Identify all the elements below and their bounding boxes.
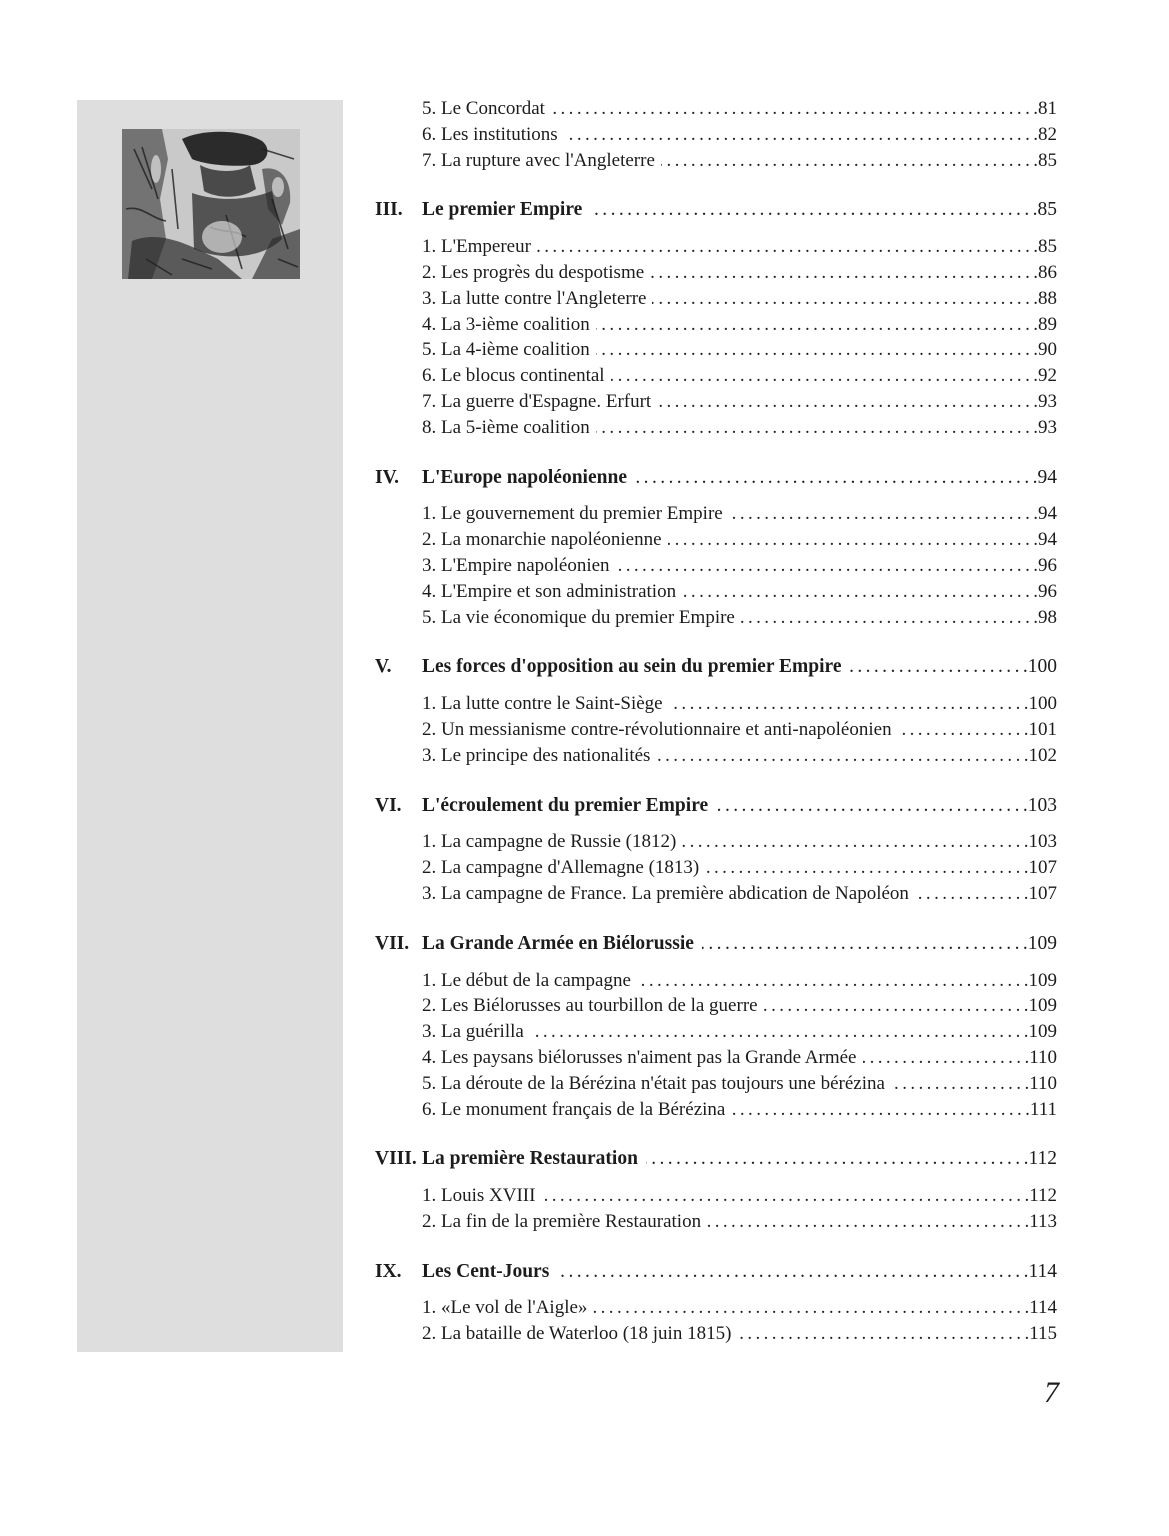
toc-section-heading [375, 1259, 1057, 1285]
dot-leader [741, 605, 1033, 631]
dot-leader [707, 1209, 1024, 1235]
entry-page-number: .92 [1033, 365, 1057, 387]
entry-page-number: .112 [1023, 1148, 1057, 1170]
sidebar-panel [77, 100, 343, 1352]
dot-leader [611, 363, 1034, 389]
entry-title: 7. La rupture avec l'Angleterre [422, 149, 655, 171]
dot-leader [650, 260, 1033, 286]
dot-leader [668, 527, 1034, 553]
toc-entry [375, 1295, 1057, 1321]
dot-leader [764, 993, 1024, 1019]
entry-page-number: .114 [1023, 1260, 1057, 1282]
dot-leader [551, 96, 1033, 122]
entry-title: 2. La fin de la première Restauration [422, 1210, 702, 1232]
dot-leader [596, 312, 1033, 338]
entry-page-number: .100 [1023, 693, 1057, 715]
toc-entry [375, 501, 1057, 527]
toc-entry [375, 260, 1057, 286]
entry-page-number: .102 [1023, 744, 1057, 766]
toc-entry [375, 96, 1057, 122]
entry-page-number: .110 [1024, 1046, 1057, 1068]
toc-entry [375, 148, 1057, 174]
dot-leader [637, 968, 1024, 994]
entry-title: 1. «Le vol de l'Aigle» [422, 1297, 588, 1319]
toc-entry [375, 1321, 1057, 1347]
entry-page-number: .100 [1022, 656, 1057, 678]
entry-title: 1. La lutte contre le Saint-Siège [422, 693, 663, 715]
entry-page-number: .101 [1023, 718, 1057, 740]
entry-page-number: .86 [1033, 261, 1057, 283]
entry-title: 3. La guérilla [422, 1021, 524, 1043]
dot-leader [530, 1019, 1024, 1045]
toc-entry [375, 527, 1057, 553]
entry-title: 3. Le principe des nationalités [422, 744, 651, 766]
entry-title: Les Cent-Jours [422, 1260, 550, 1282]
section-numeral: IX. [375, 1260, 402, 1282]
entry-title: 3. La campagne de France. La première abdication de Napoléon [422, 882, 909, 904]
entry-title: 1. La campagne de Russie (1812) [422, 831, 677, 853]
dot-leader [557, 1259, 1023, 1285]
toc-entry [375, 855, 1057, 881]
entry-title: 5. La vie économique du premier Empire [422, 606, 735, 628]
dot-leader [616, 553, 1034, 579]
dot-leader [863, 1045, 1025, 1071]
entry-page-number: .96 [1033, 554, 1057, 576]
entry-page-number: .93 [1033, 390, 1057, 412]
toc-entry [375, 968, 1057, 994]
dot-leader [657, 389, 1033, 415]
dot-leader [661, 148, 1033, 174]
toc-entry [375, 829, 1057, 855]
entry-title: 2. La campagne d'Allemagne (1813) [422, 857, 700, 879]
toc-entry [375, 415, 1057, 441]
dot-leader [915, 881, 1024, 907]
dot-leader [682, 829, 1023, 855]
entry-title: Le premier Empire [422, 199, 583, 221]
entry-title: 4. L'Empire et son administration [422, 580, 677, 602]
toc-entry [375, 1209, 1057, 1235]
entry-page-number: .109 [1023, 1021, 1057, 1043]
entry-page-number: .114 [1024, 1297, 1057, 1319]
entry-title: 5. La 4-ième coalition [422, 339, 590, 361]
dot-leader [669, 691, 1024, 717]
entry-title: 4. Les paysans biélorusses n'aiment pas la Grande Armée [422, 1046, 857, 1068]
toc-entry [375, 1045, 1057, 1071]
dot-leader [705, 855, 1024, 881]
dot-leader [593, 1295, 1024, 1321]
page-number: 7 [1044, 1376, 1059, 1409]
toc-entry [375, 312, 1057, 338]
dot-leader [702, 931, 1023, 957]
entry-title: La première Restauration [422, 1148, 638, 1170]
entry-page-number: .89 [1033, 313, 1057, 335]
entry-page-number: .90 [1033, 339, 1057, 361]
dot-leader [729, 501, 1034, 527]
entry-title: 4. La 3-ième coalition [422, 313, 590, 335]
dot-leader [898, 717, 1024, 743]
toc-entry [375, 286, 1057, 312]
entry-page-number: .94 [1033, 529, 1057, 551]
dot-leader [537, 234, 1033, 260]
toc-entry [375, 691, 1057, 717]
entry-page-number: .96 [1033, 580, 1057, 602]
dot-leader [590, 197, 1032, 223]
entry-page-number: .109 [1023, 995, 1057, 1017]
toc-section-heading [375, 793, 1057, 819]
entry-title: 3. La lutte contre l'Angleterre [422, 287, 647, 309]
dot-leader [564, 122, 1034, 148]
entry-title: 2. La monarchie napoléonienne [422, 529, 662, 551]
entry-title: 7. La guerre d'Espagne. Erfurt [422, 390, 652, 412]
dot-leader [635, 465, 1033, 491]
entry-page-number: .109 [1022, 932, 1057, 954]
entry-page-number: .82 [1033, 123, 1057, 145]
toc-entry [375, 122, 1057, 148]
entry-title: L'écroulement du premier Empire [422, 794, 709, 816]
dot-leader [737, 1321, 1024, 1347]
entry-title: 1. Louis XVIII [422, 1185, 536, 1207]
entry-page-number: .81 [1033, 98, 1057, 119]
section-numeral: VIII. [375, 1148, 417, 1170]
toc-entry [375, 579, 1057, 605]
entry-title: 5. Le Concordat [422, 98, 545, 119]
toc-section-heading [375, 931, 1057, 957]
toc-entry [375, 717, 1057, 743]
entry-title: Les forces d'opposition au sein du premier Empire [422, 656, 842, 678]
section-numeral: V. [375, 656, 392, 678]
entry-page-number: .85 [1032, 199, 1057, 221]
entry-page-number: .107 [1023, 857, 1057, 879]
dot-leader [541, 1183, 1024, 1209]
dot-leader [891, 1071, 1025, 1097]
entry-title: 6. Le monument français de la Bérézina [422, 1098, 726, 1120]
entry-title: 3. L'Empire napoléonien [422, 554, 610, 576]
entry-title: 2. Les progrès du despotisme [422, 261, 645, 283]
dot-leader [596, 337, 1033, 363]
dot-leader [731, 1097, 1025, 1123]
toc-entry [375, 993, 1057, 1019]
entry-page-number: .93 [1033, 416, 1057, 438]
toc-entry [375, 1071, 1057, 1097]
entry-title: 2. Les Biélorusses au tourbillon de la guerre [422, 995, 758, 1017]
toc-section-heading [375, 197, 1057, 223]
dot-leader [652, 286, 1033, 312]
dot-leader [682, 579, 1033, 605]
entry-page-number: .85 [1033, 149, 1057, 171]
toc-entry [375, 605, 1057, 631]
entry-title: 6. Le blocus continental [422, 365, 605, 387]
dot-leader [716, 793, 1023, 819]
entry-title: La Grande Armée en Biélorussie [422, 932, 694, 954]
entry-title: 8. La 5-ième coalition [422, 416, 590, 438]
entry-page-number: .115 [1024, 1323, 1057, 1345]
entry-title: 2. Un messianisme contre-révolutionnaire et anti-napoléonien [422, 718, 892, 740]
table-of-contents [375, 96, 1057, 1347]
entry-title: 1. L'Empereur [422, 236, 531, 258]
entry-page-number: .98 [1033, 606, 1057, 628]
entry-page-number: .88 [1033, 287, 1057, 309]
entry-page-number: .109 [1023, 969, 1057, 991]
section-numeral: VI. [375, 794, 402, 816]
entry-title: 2. La bataille de Waterloo (18 juin 1815) [422, 1323, 732, 1345]
toc-entry [375, 363, 1057, 389]
toc-entry [375, 553, 1057, 579]
dot-leader [596, 415, 1033, 441]
section-numeral: III. [375, 199, 403, 221]
section-numeral: VII. [375, 932, 410, 954]
entry-page-number: .112 [1024, 1185, 1057, 1207]
entry-title: 6. Les institutions [422, 123, 558, 145]
toc-entry [375, 1097, 1057, 1123]
dot-leader [646, 1146, 1024, 1172]
dot-leader [849, 654, 1022, 680]
entry-page-number: .94 [1032, 466, 1057, 488]
entry-page-number: .103 [1023, 831, 1057, 853]
toc-entry [375, 743, 1057, 769]
entry-page-number: .103 [1022, 794, 1057, 816]
entry-page-number: .107 [1023, 882, 1057, 904]
toc-entry [375, 881, 1057, 907]
toc-entry [375, 337, 1057, 363]
toc-entry [375, 1019, 1057, 1045]
engraving-illustration [122, 129, 300, 279]
entry-page-number: .85 [1033, 236, 1057, 258]
entry-page-number: .110 [1024, 1072, 1057, 1094]
toc-section-heading [375, 465, 1057, 491]
toc-entry [375, 389, 1057, 415]
entry-title: 5. La déroute de la Bérézina n'était pas toujours une bérézina [422, 1072, 885, 1094]
toc-section-heading [375, 654, 1057, 680]
entry-page-number: .94 [1033, 503, 1057, 525]
entry-title: 1. Le début de la campagne [422, 969, 631, 991]
dot-leader [656, 743, 1023, 769]
section-numeral: IV. [375, 466, 400, 488]
toc-entry [375, 1183, 1057, 1209]
entry-page-number: .111 [1025, 1098, 1057, 1120]
toc-entry [375, 234, 1057, 260]
entry-page-number: .113 [1024, 1210, 1057, 1232]
entry-title: L'Europe napoléonienne [422, 466, 627, 488]
toc-section-heading [375, 1146, 1057, 1172]
entry-title: 1. Le gouvernement du premier Empire [422, 503, 723, 525]
